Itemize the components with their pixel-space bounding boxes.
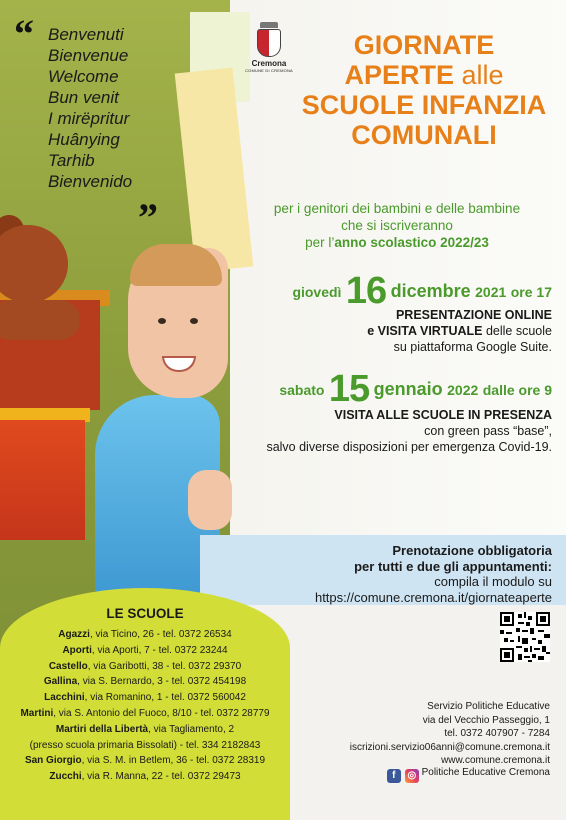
event2-line: con green pass “base”, bbox=[424, 424, 552, 438]
school-details: , via Ticino, 26 - tel. 0372 26534 bbox=[89, 629, 232, 640]
school-name: San Giorgio bbox=[24, 755, 82, 767]
event1-schools: delle scuole bbox=[482, 324, 552, 338]
child-eye bbox=[190, 318, 198, 324]
crown-icon bbox=[260, 22, 278, 28]
event2-line: salvo diverse disposizioni per emergenza Covid-19. bbox=[266, 440, 552, 454]
school-name: Agazzi bbox=[58, 629, 90, 640]
event1-time: ore 17 bbox=[510, 284, 552, 300]
event1-month: dicembre bbox=[390, 281, 471, 301]
title-line: GIORNATE bbox=[353, 30, 495, 60]
school-details: , via Aporti, 7 - tel. 0372 23244 bbox=[91, 644, 228, 656]
instagram-icon[interactable]: ◎ bbox=[405, 769, 419, 783]
title-line: COMUNALI bbox=[351, 120, 497, 150]
social-handle[interactable]: Politiche Educative Cremona bbox=[421, 767, 550, 778]
title-alle: alle bbox=[461, 60, 504, 90]
page-title bbox=[282, 30, 566, 150]
school-details: , via Romanino, 1 - tel. 0372 560042 bbox=[84, 692, 246, 704]
facebook-icon[interactable]: f bbox=[387, 769, 401, 783]
contacts bbox=[300, 700, 550, 768]
school-name: Martiri della Libertà bbox=[55, 723, 149, 735]
school-row bbox=[0, 659, 290, 675]
school-details: , via S. Antonio del Fuoco, 8/10 - tel. 0372 28779 bbox=[53, 707, 270, 719]
school-details: , via R. Manna, 22 - tel. 0372 29473 bbox=[81, 771, 241, 783]
title-line bbox=[282, 60, 566, 90]
child-hand bbox=[188, 470, 232, 530]
school-row bbox=[0, 627, 290, 643]
toy-cabinet bbox=[0, 420, 85, 540]
office-address: via del Vecchio Passeggio, 1 bbox=[422, 714, 550, 726]
event2-day: 15 bbox=[328, 368, 370, 410]
schools-list bbox=[0, 605, 290, 785]
logo-name: Cremona bbox=[251, 59, 287, 68]
booking-instructions: compila il modulo su bbox=[434, 574, 552, 589]
subtitle-prefix: per l’ bbox=[305, 235, 335, 250]
school-details: , via S. M. in Betlem, 36 - tel. 0372 28319 bbox=[81, 755, 266, 767]
event2-year: 2022 bbox=[447, 382, 479, 398]
child-hair bbox=[130, 244, 222, 286]
event2-time: dalle ore 9 bbox=[482, 382, 552, 398]
event1-description bbox=[232, 307, 552, 355]
schools-title: LE SCUOLE bbox=[106, 606, 184, 621]
event1-line bbox=[232, 323, 552, 339]
quote-close-icon: ” bbox=[138, 195, 158, 240]
subtitle bbox=[240, 200, 554, 251]
school-name: Zucchi bbox=[49, 771, 82, 783]
school-row bbox=[0, 722, 290, 738]
greeting: Benvenuti bbox=[48, 25, 124, 44]
office-email[interactable]: iscrizioni.servizio06anni@comune.cremona.it bbox=[349, 741, 550, 753]
school-row bbox=[0, 769, 290, 785]
office-website[interactable]: www.comune.cremona.it bbox=[441, 755, 550, 766]
event1-title: PRESENTAZIONE ONLINE bbox=[395, 308, 552, 322]
school-details: , via Tagliamento, 2 bbox=[148, 723, 235, 735]
greeting: Bienvenido bbox=[48, 172, 133, 191]
school-row bbox=[0, 643, 290, 659]
school-name: Castello bbox=[48, 660, 88, 672]
greeting: Bienvenue bbox=[48, 46, 129, 65]
social-links bbox=[340, 765, 550, 783]
office-name: Servizio Politiche Educative bbox=[427, 701, 550, 712]
event2-title: VISITA ALLE SCUOLE IN PRESENZA bbox=[334, 408, 552, 422]
greetings-list bbox=[48, 24, 178, 192]
event1-day: 16 bbox=[345, 270, 387, 312]
event1-weekday: giovedì bbox=[292, 284, 342, 300]
school-row bbox=[0, 674, 290, 690]
school-name: Lacchini bbox=[44, 692, 85, 704]
greeting: I mirëpritur bbox=[48, 109, 130, 128]
logo-subtitle: COMUNE DI CREMONA bbox=[245, 68, 293, 73]
school-details: (presso scuola primaria Bissolati) - tel. 334 2182843 bbox=[29, 739, 261, 751]
title-aperte: APERTE bbox=[344, 60, 454, 90]
event2-weekday: sabato bbox=[279, 382, 325, 398]
school-row bbox=[0, 690, 290, 706]
event2-description bbox=[200, 407, 552, 455]
event2-month: gennaio bbox=[373, 379, 443, 399]
booking-link[interactable]: https://comune.cremona.it/giornateaperte bbox=[314, 589, 552, 605]
greeting: Tarhib bbox=[48, 151, 95, 170]
child-eye bbox=[158, 318, 166, 324]
quote-open-icon: “ bbox=[14, 11, 34, 56]
event1-year: 2021 bbox=[475, 284, 507, 300]
school-name: Gallina bbox=[43, 676, 78, 688]
subtitle-line: che si iscriveranno bbox=[341, 218, 453, 233]
booking-info bbox=[230, 543, 552, 605]
school-name: Aporti bbox=[62, 644, 92, 656]
greeting: Welcome bbox=[48, 67, 119, 86]
school-row bbox=[0, 753, 290, 769]
greeting: Bun venit bbox=[48, 88, 119, 107]
school-row bbox=[0, 706, 290, 722]
teddy-bear-arm bbox=[0, 300, 80, 340]
subtitle-line bbox=[240, 234, 554, 251]
school-details: , via Garibotti, 38 - tel. 0372 29370 bbox=[87, 660, 242, 672]
event1-platform: su piattaforma Google Suite. bbox=[393, 340, 552, 354]
event1-conj: e bbox=[367, 324, 378, 338]
title-line: SCUOLE INFANZIA bbox=[301, 90, 547, 120]
subtitle-line: per i genitori dei bambini e delle bambine bbox=[273, 201, 521, 216]
booking-subtitle: per tutti e due gli appuntamenti: bbox=[354, 558, 552, 574]
school-year: anno scolastico 2022/23 bbox=[334, 235, 489, 250]
event1-virtual: VISITA VIRTUALE bbox=[377, 324, 483, 338]
crest-icon bbox=[257, 29, 281, 57]
school-row bbox=[0, 738, 290, 754]
booking-title: Prenotazione obbligatoria bbox=[392, 543, 552, 558]
school-name: Martini bbox=[20, 707, 54, 719]
school-details: , via S. Bernardo, 3 - tel. 0372 454198 bbox=[77, 676, 247, 688]
greeting: Huânying bbox=[48, 130, 120, 149]
qr-code-icon[interactable] bbox=[500, 612, 550, 662]
event2-date bbox=[232, 368, 552, 411]
office-phone: tel. 0372 407907 - 7284 bbox=[444, 728, 550, 739]
